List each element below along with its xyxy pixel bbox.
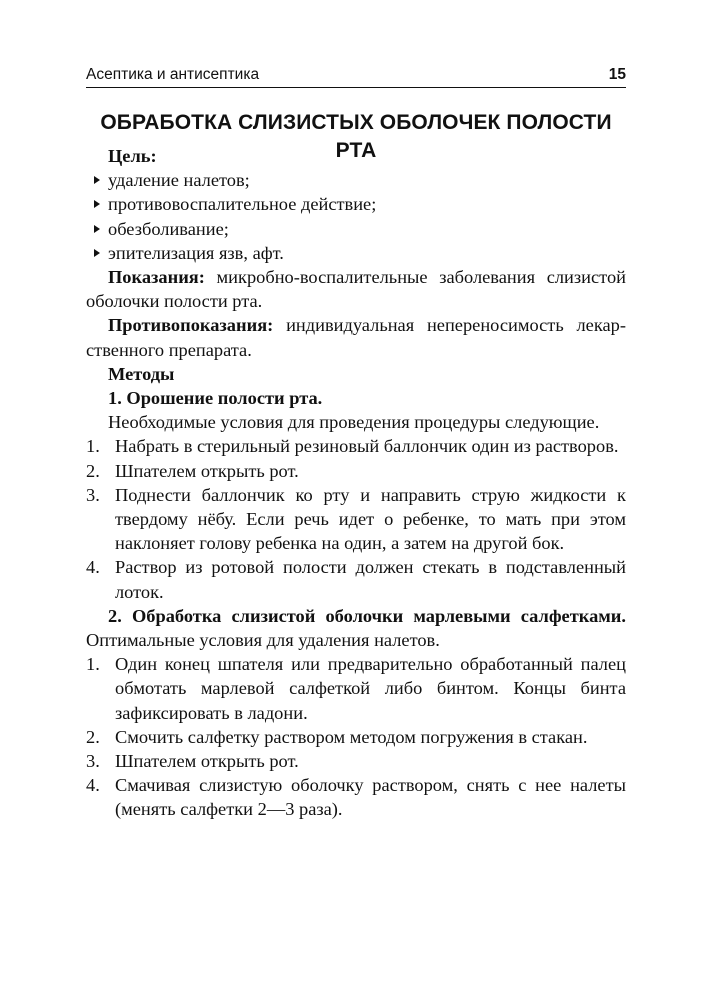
method2-paragraph [86,604,626,652]
method2-steps [86,652,626,821]
goal-item-text: удаление налетов; [108,170,250,191]
contraindications-label: Противопоказания: [108,315,274,336]
step-text: Набрать в стерильный резиновый баллончик один из растворов. [115,436,619,457]
step-text: Раствор из ротовой полости должен стекать в подставленный лоток. [115,557,626,602]
method1-intro: Необходимые условия для проведения процедуры следующие. [108,412,600,433]
indications-label: Показания: [108,267,205,288]
method2-step [86,725,626,749]
goal-item [86,168,626,192]
bullet-arrow-icon [94,200,100,208]
indications-text: микробно-воспалительные заболевания слизистой оболочки полости рта. [86,267,626,312]
goal-item [86,192,626,216]
method1-step [86,555,626,603]
goal-heading [86,144,626,168]
method2-step [86,773,626,821]
body-text [86,144,626,822]
step-number: 1. [86,436,100,457]
goal-list [86,168,626,265]
contraindications-text: индивидуальная непереносимость лекарственного препарата. [86,315,626,360]
step-text: Один конец шпателя или предварительно обработанный палец обмотать марлевой салфеткой либо бинтом. Концы бинта зафиксировать в ладони. [115,654,626,723]
methods-heading: Методы [108,363,175,384]
method2-title: 2. Обработка слизистой оболочки марлевыми салфетками. [108,605,626,626]
step-number: 4. [86,775,100,796]
method1-steps [86,434,626,603]
goal-item-text: обезболивание; [108,218,229,239]
header-divider [86,87,626,88]
page-number: 15 [608,66,626,83]
bullet-arrow-icon [94,249,100,257]
bullet-arrow-icon [94,176,100,184]
goal-item-text: эпителизация язв, афт. [108,242,284,263]
step-number: 3. [86,751,100,772]
page-title: ОБРАБОТКА СЛИЗИСТЫХ ОБОЛОЧЕК ПОЛОСТИ РТА [100,111,612,162]
step-text: Смачивая слизистую оболочку раствором, снять с нее налеты (менять салфетки 2—3 раза). [115,775,626,820]
running-header-section: Асептика и антисептика [86,66,260,83]
step-text: Шпателем открыть рот. [115,460,299,481]
goal-label: Цель: [108,146,157,166]
method1-step [86,459,626,483]
bullet-arrow-icon [94,225,100,233]
contraindications-paragraph [86,313,626,361]
method1-title: 1. Орошение полости рта. [108,388,323,409]
step-number: 2. [86,726,100,747]
method1-step [86,434,626,458]
step-text: Поднести баллончик ко рту и направить струю жидкости к твердому нёбу. Если речь идет о ребенке, то мать при этом наклоняет голову ребенка на один, а затем на другой бок. [115,484,626,554]
step-number: 2. [86,460,100,481]
method2-step [86,652,626,725]
method2-step [86,749,626,773]
step-text: Смочить салфетку раствором методом погружения в стакан. [115,726,588,747]
running-header [86,64,626,86]
goal-item [86,241,626,265]
method2-intro: Оптимальные условия для удаления налетов. [86,630,440,651]
step-text: Шпателем открыть рот. [115,751,299,772]
step-number: 1. [86,654,100,675]
goal-item [86,217,626,241]
step-number: 4. [86,557,100,578]
step-number: 3. [86,484,100,505]
goal-item-text: противовоспалительное действие; [108,194,377,215]
method1-step [86,483,626,556]
indications-paragraph [86,265,626,313]
